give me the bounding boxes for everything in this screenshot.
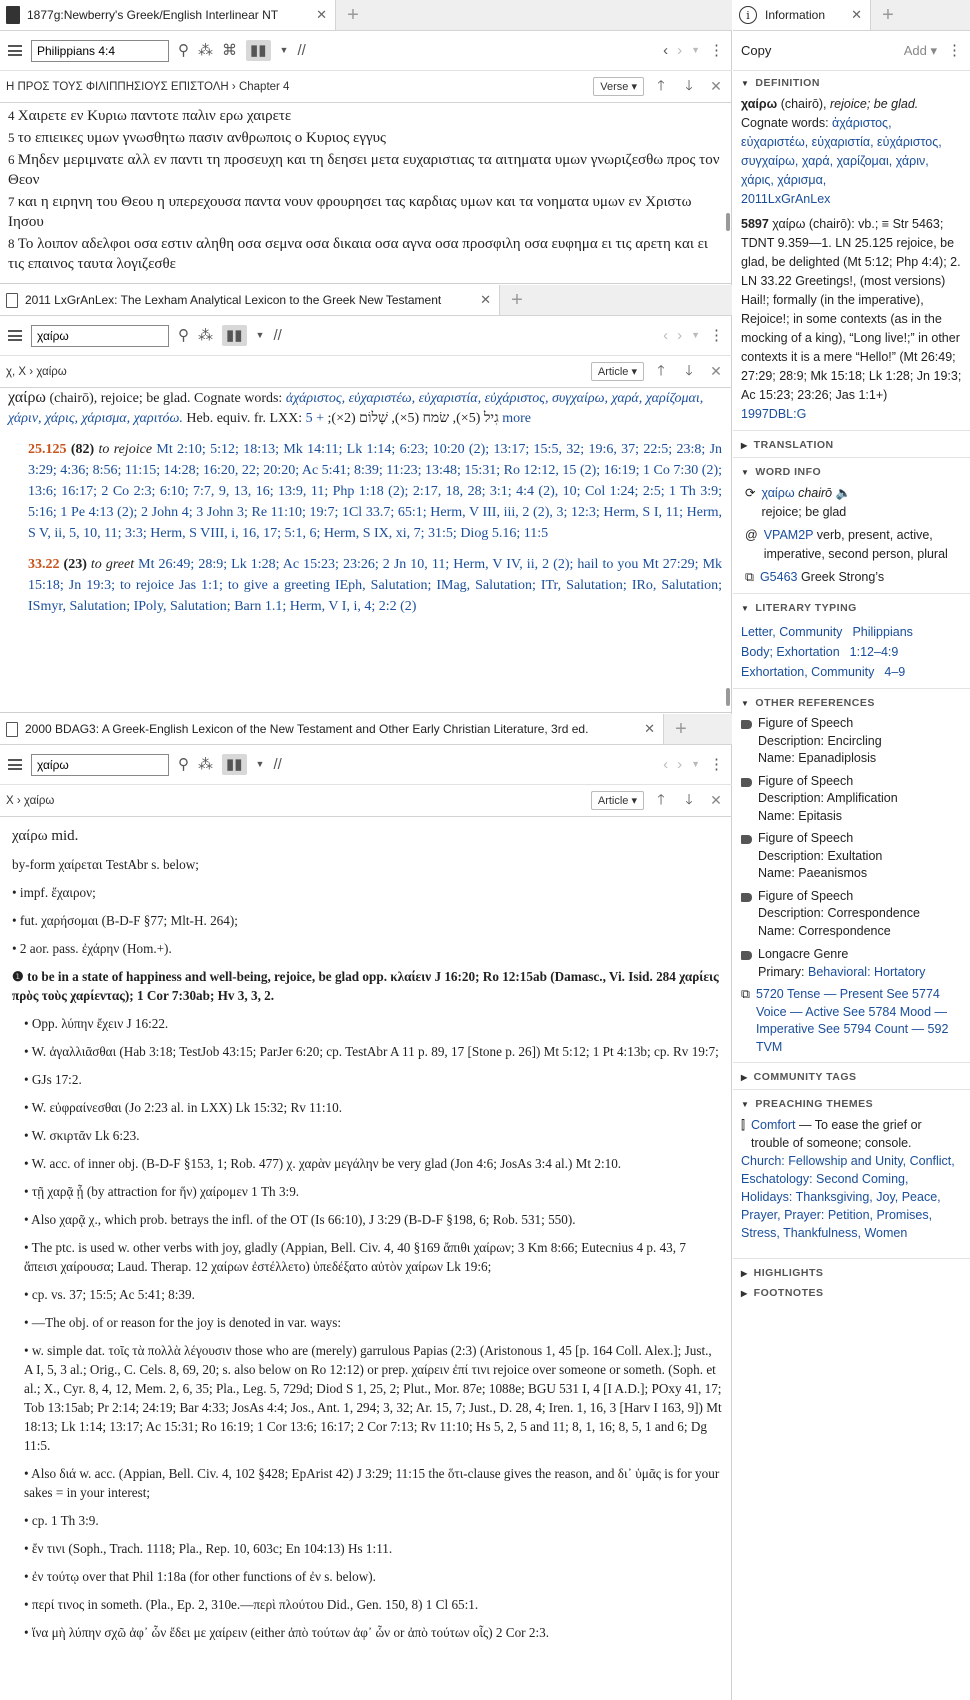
- tag-icon: [741, 835, 752, 844]
- entry-headword: χαίρω mid.: [12, 828, 79, 844]
- sense-refs[interactable]: Mt 2:10; 5:12; 18:13; Mk 14:11; Lk 1:14; 6:23; 10:20 (2); 13:17; 15:5, 32; 19:6, 37; 22:5; 23:8; Jn 3:29; 4:36; 8:56; 11:15; 14:28; 16:20, 22; 20:20; Ac 5:41; 8:39; 11:23; 13:48; 15:31; Ro 12:12, 15 (2); 16:19; 1 Co 7:30 (2); 13:6; 16:17; 2 Co 2:3; 6:10; 7:7, 9, 13, 16; 13:9, 11; Php 1:18 (2); 2:17, 18, 28; 3:1; 4:4 (2), 10; Col 1:24; 2:5; 1 Th 3:9; 5:16; 1 Pe 4:13 (2); 2 John 4; 3 John 3; Re 11:10; 19:7; 1Cl 33.7; 65:1; Herm, V III, iii, 2 (2), 3; 12:3; Herm, S I, 11; Herm, S V, ii, 5, 10, 11; 3:3; Herm, S VIII, i, 16, 17; 5:1, 6; Herm, S IX, xi, 7; 31:5; Diog 5.16; 11:5: [28, 442, 723, 541]
- reference-detail: Description: Encircling: [758, 733, 882, 748]
- other-references-section: [733, 688, 970, 1062]
- literary-type-link[interactable]: Exhortation, Community: [741, 665, 875, 679]
- reference-title: Figure of Speech: [758, 716, 854, 730]
- entry-line: • w. simple dat. τοῖς τὰ πολλὰ λέγουσιν those who are (merely) garrulous Papias (2:3) (Aristonous 1, 45 [p. 164 Coll. Alex.]; Just., A I, 5, 3 al.; Orig., C. Cels. 8, 69, 20; s. also below on Ro 12:12) or prep. χαίρειν ἐπί τινι rejoice over someone or someth. (Soph. et al.; X., Cyr. 8, 4, 12, Mem. 2, 6, 35; Pla., Leg. 5, 729d; Diod S 1, 25, 2; Plut., Mor. 87e; 1088e; BGU 531 I, 4 [I A.D.]; POxy 41, 17; Tob 13:15ab; Pr 2:14; 24:19; Bar 4:33; JosAs 4:4; Jos., Ant. 1, 294; 3, 32; Ar. 15, 7; Just., D. 28, 4; Iren. 1, 16, 3 [Harv I 163, 9]) Mt 18:13; Lk 1:14; 13:17; Ac 15:31; Ro 16:19; 1 Cor 13:6; 16:17; 2 Cor 7:13; Rv 11:10; Hs 5, 2, 5 and 11; 8, 1, 16; 8, 5, 1 and 6; Dg 11:5.: [24, 1343, 722, 1453]
- sense-gloss: to rejoice: [98, 442, 153, 457]
- link-icon: ⧉: [745, 570, 754, 584]
- close-icon[interactable]: ✕: [644, 721, 655, 736]
- chevron-down-icon: ▼: [741, 467, 750, 477]
- inline-search-icon[interactable]: ⌘: [222, 42, 237, 59]
- tab-information[interactable]: [733, 0, 871, 30]
- breadcrumb: [0, 785, 732, 817]
- literary-row: [741, 622, 962, 642]
- visual-filter-icon[interactable]: ⁂: [198, 327, 213, 344]
- parallel-icon[interactable]: //: [273, 327, 282, 344]
- sense-number[interactable]: 33.22: [28, 557, 60, 572]
- section-header[interactable]: ▼ PREACHING THEMES: [741, 1098, 874, 1110]
- tab-bdag[interactable]: [0, 714, 664, 744]
- reference-detail: Description: Amplification: [758, 791, 898, 805]
- layout-columns-icon[interactable]: ▮▮: [222, 754, 247, 775]
- chevron-down-icon[interactable]: ▼: [691, 759, 700, 769]
- tag-icon: [741, 951, 752, 960]
- section-header[interactable]: ▼ LITERARY TYPING: [741, 602, 857, 614]
- entry-line: • —The obj. of or reason for the joy is denoted in var. ways:: [24, 1315, 342, 1330]
- new-tab-button[interactable]: +: [347, 3, 359, 26]
- copy-button[interactable]: Copy: [741, 43, 772, 58]
- reference-detail: Name: Epanadiplosis: [758, 751, 877, 765]
- reference-title: Figure of Speech: [758, 888, 854, 903]
- close-icon[interactable]: ✕: [480, 292, 491, 307]
- entry-line: • cp. vs. 37; 15:5; Ac 5:41; 8:39.: [24, 1287, 195, 1302]
- verse: [8, 106, 722, 126]
- toolbar: [0, 745, 732, 785]
- scrollbar[interactable]: [726, 688, 730, 706]
- genre-link[interactable]: Behavioral: Hortatory: [808, 964, 926, 979]
- toolbar: [0, 316, 732, 356]
- visual-filter-icon[interactable]: ⁂: [198, 756, 213, 773]
- tag-icon: [741, 893, 752, 902]
- source-link[interactable]: 2011LxGrAnLex: [741, 192, 831, 206]
- transliteration: (chairō),: [780, 97, 827, 111]
- literary-row: [741, 642, 962, 662]
- chevron-down-icon[interactable]: ▼: [691, 45, 700, 55]
- transliteration: chairō: [798, 486, 833, 500]
- view-select[interactable]: Verse ▾: [593, 77, 644, 96]
- more-link[interactable]: + 5 more: [305, 411, 531, 426]
- tab-title: 2011 LxGrAnLex: The Lexham Analytical Lexicon to the Greek New Testament: [25, 293, 442, 307]
- reference-input[interactable]: [31, 754, 169, 776]
- verse-text: Το λοιπον αδελφοι οσα εστιν αληθη οσα σεμνα οσα δικαια οσα αγνα οσα προσφιλη οσα ευφημα ει τις αρετη και ει τις επαινος ταυτα λογιζεσθε: [8, 236, 708, 272]
- document-icon: [6, 293, 18, 308]
- intro-text: (chairō), rejoice; be glad. Cognate words:: [45, 391, 286, 406]
- literary-range-link[interactable]: 1:12–4:9: [849, 645, 899, 659]
- panel-menu-icon[interactable]: [8, 759, 22, 770]
- layout-columns-icon[interactable]: ▮▮: [222, 325, 247, 346]
- forward-icon[interactable]: ›: [677, 327, 683, 344]
- chevron-right-icon: ▶: [741, 1072, 748, 1082]
- section-header[interactable]: ▶ FOOTNOTES: [741, 1287, 824, 1299]
- next-arrow-icon[interactable]: 🡓: [685, 361, 693, 378]
- lexicon-pane: [0, 285, 732, 713]
- sense-refs[interactable]: Mt 26:49; 28:9; Lk 1:28; Ac 15:23; 23:26; 2 Jn 10, 11; Herm, V IV, ii, 2 (2); hail to you Mt 27:29; Mk 15:18; Jn 19:3; to rejoice Jas 1:1; to give a greeting IEph, Salutation; IMag, Salutation; ITr, Salutation; IRo, Salutation; ISmyr, Salutation; IPoly, Salutation; Barn 1.1; Herm, V I, i, 4; 2:2 (2): [28, 557, 723, 614]
- next-arrow-icon[interactable]: 🡓: [685, 790, 693, 807]
- entry-line: • Opp. λύπην ἔχειν J 16:22.: [24, 1016, 169, 1031]
- toolbar: [733, 31, 970, 71]
- chevron-down-icon: ▼: [741, 698, 750, 708]
- themes-links[interactable]: Church: Fellowship and Unity, Conflict, Eschatology: Second Coming, Holidays: Thanksgiving, Joy, Peace, Prayer, Prayer: Petition, Promises, Stress, Thankfulness, Women: [741, 1154, 955, 1240]
- chevron-right-icon: ▶: [741, 440, 748, 450]
- entry-line: • cp. 1 Th 3:9.: [24, 1513, 99, 1528]
- literary-type-link[interactable]: Body; Exhortation: [741, 645, 840, 659]
- reference-title: Figure of Speech: [758, 773, 854, 788]
- chevron-down-icon: ▼: [741, 1099, 750, 1109]
- verse: [8, 150, 722, 190]
- chevron-right-icon: ▶: [741, 1268, 748, 1278]
- close-icon[interactable]: ✕: [710, 78, 722, 94]
- reference-detail: Name: Correspondence: [758, 923, 891, 938]
- section-header[interactable]: ▶ COMMUNITY TAGS: [741, 1071, 857, 1083]
- entry-line: • περί τινος in someth. (Pla., Ep. 2, 310e.—περὶ πλούτου Did., Gen. 150, 8) 1 Cl 65:1.: [24, 1597, 479, 1612]
- entry-line: • W. acc. of inner obj. (B-D-F §153, 1; Rob. 477) χ. χαρὰν μεγάλην be very glad (Jon 4:6; JosAs 3:4 al.) Mt 2:10.: [24, 1156, 622, 1171]
- chevron-down-icon[interactable]: ▼: [279, 45, 289, 55]
- entry-line: • ἔν τινι (Soph., Trach. 1118; Pla., Rep. 10, 603c; En 104:13) Hs 1:11.: [24, 1541, 393, 1556]
- source-link[interactable]: 1997DBL:G: [741, 407, 807, 421]
- lemma-link[interactable]: χαίρω: [761, 486, 795, 500]
- visual-filter-icon[interactable]: ⁂: [198, 42, 213, 59]
- section-header[interactable]: ▼ WORD INFO: [741, 466, 822, 478]
- close-icon[interactable]: ✕: [316, 7, 327, 22]
- information-panel: [733, 0, 970, 1700]
- morph-code-link[interactable]: VPAM2P: [763, 528, 814, 542]
- sense-count: (82): [70, 442, 95, 457]
- verse-number[interactable]: 5: [8, 130, 18, 145]
- entry-line: • Also χαρᾷ χ., which prob. betrays the infl. of the OT (Is 66:10), J 3:29 (B-D-F §198, 6; Rob. 531; 550).: [24, 1212, 576, 1227]
- tab-title: 2000 BDAG3: A Greek-English Lexicon of the New Testament and Other Early Christian Literature, 3rd ed.: [25, 722, 589, 736]
- reference-input[interactable]: [31, 325, 169, 347]
- breadcrumb-text[interactable]: Χ › χαίρω: [6, 794, 55, 807]
- verse-text: Χαιρετε εν Κυριω παντοτε παλιν ερω χαιρετε: [17, 108, 292, 124]
- entry-line: by-form χαίρεται TestAbr s. below;: [12, 857, 199, 872]
- forward-icon[interactable]: ›: [677, 42, 683, 59]
- tab-bar: [0, 714, 732, 745]
- forward-icon[interactable]: ›: [677, 756, 683, 773]
- cognate-links[interactable]: ἀχάριστος, εὐχαριστέω, εὐχαριστία, εὐχάριστος, συγχαίρω, χαρά, χαρίζομαι, χάριν, χάρις, χάρισμα, χαριτόω.: [8, 391, 704, 426]
- search-icon[interactable]: ⚲: [178, 327, 189, 344]
- genre-primary: Primary:: [758, 964, 805, 979]
- sense-block: [8, 439, 722, 544]
- next-arrow-icon[interactable]: 🡓: [685, 76, 693, 93]
- layout-columns-icon[interactable]: ▮▮: [246, 40, 271, 61]
- bdag-pane: [0, 714, 732, 1700]
- previous-arrow-icon[interactable]: 🡑: [657, 790, 665, 807]
- tvm-link[interactable]: TVM: [755, 1039, 783, 1054]
- breadcrumb: Η ΠΡΟΣ ΤΟΥΣ ΦΙΛΙΠΠΗΣΙΟΥΣ ΕΠΙΣΤΟΛΗ › Chapter 4 Verse ▾ 🡑 🡓 ✕: [0, 71, 732, 103]
- entry-line: • W. εὐφραίνεσθαι (Jo 2:23 al. in LXX) Lk 15:32; Rv 11:10.: [24, 1100, 342, 1115]
- breadcrumb-book[interactable]: Η ΠΡΟΣ ΤΟΥΣ ΦΙΛΙΠΠΗΣΙΟΥΣ ΕΠΙΣΤΟΛΗ: [6, 80, 229, 93]
- back-icon[interactable]: ‹: [663, 327, 669, 344]
- entry-line: • ἵνα μὴ λύπην σχῶ ἀφ᾽ ὧν ἔδει με χαίρειν (either ἀπὸ τούτων ἀφ᾽ ὧν or ἀπὸ τούτων οἷς) 2 Cor 2:3.: [24, 1625, 550, 1640]
- reference-detail: Name: Epitasis: [758, 808, 843, 823]
- chevron-down-icon: ▼: [741, 78, 750, 88]
- bdag-article: [0, 817, 732, 1697]
- tab-lexham[interactable]: [0, 285, 500, 315]
- reference-detail: Description: Correspondence: [758, 906, 920, 920]
- definition-section: [733, 71, 970, 430]
- bible-text: [0, 103, 732, 283]
- section-header[interactable]: ▶ TRANSLATION: [741, 439, 834, 451]
- new-tab-button[interactable]: +: [511, 288, 523, 311]
- verse-text: και η ειρηνη του Θεου η υπερεχουσα παντα νουν φρουρησει τας καρδιας υμων και τα νοηματα υμων εν Χριστω Ιησου: [8, 194, 692, 230]
- at-icon: @: [745, 528, 758, 542]
- hebrew-equiv: Heb. equiv. fr. LXX: גִיל (5×), שׂמח (5×), שָׁלוֹם (2×);: [182, 411, 499, 426]
- cognate-label: Cognate words:: [741, 116, 829, 130]
- reference-item[interactable]: [741, 888, 962, 941]
- other-references-body: [741, 715, 962, 940]
- chevron-down-icon[interactable]: ▼: [255, 759, 265, 769]
- tag-icon: [741, 720, 752, 729]
- new-tab-button[interactable]: +: [675, 717, 687, 740]
- definition-heading: ❶ to be in a state of happiness and well-being, rejoice, be glad opp. κλαίειν J 16:20; Ro 12:15ab (Damasc., Vi. Isid. 284 χαρίεις πρὸς τοὺς χαρίεντας); 1 Cor 7:30ab; Hv 3, 3, 2.: [12, 969, 719, 1003]
- back-icon[interactable]: ‹: [663, 42, 669, 59]
- preaching-body: [741, 1116, 962, 1242]
- verse: [8, 234, 722, 274]
- sense-count: (23): [63, 557, 87, 572]
- tab-bible[interactable]: [0, 0, 336, 30]
- section-header[interactable]: ▶ HIGHLIGHTS: [741, 1267, 824, 1279]
- headword: χαίρω: [8, 389, 46, 406]
- entry-line: • The ptc. is used w. other verbs with joy, gladly (Appian, Bell. Civ. 4, 40 §169 ἄπιθι χαίρων; 3 Km 8:66; Eutecnius 4 p. 43, 7 ἄπεισι χαίρουσα; Laud. Therap. 12 χαίρων ἐστέλλετο) ὑπεδέξατο αὐτὸν χαίρων Lk 19:6;: [24, 1240, 686, 1274]
- preaching-themes-section: [733, 1089, 970, 1248]
- more-icon[interactable]: ⋮: [709, 327, 724, 344]
- book-icon: [6, 6, 20, 24]
- verse-number[interactable]: 4: [8, 108, 18, 123]
- close-icon[interactable]: ✕: [710, 363, 722, 379]
- literary-range-link[interactable]: Philippians: [852, 625, 913, 639]
- verse: [8, 128, 722, 148]
- chevron-right-icon: ▶: [741, 1288, 748, 1298]
- word-info-section: [733, 457, 970, 593]
- entry-line: • GJs 17:2.: [24, 1072, 82, 1087]
- entry-line: • τῇ χαρᾷ ᾗ (by attraction for ἥν) χαίρομεν 1 Th 3:9.: [24, 1184, 300, 1199]
- entry-number: 5897: [741, 217, 769, 231]
- more-icon[interactable]: ⋮: [947, 42, 962, 59]
- view-select[interactable]: Article ▾: [591, 362, 644, 381]
- audio-icon[interactable]: 🔈: [835, 486, 852, 500]
- comfort-link[interactable]: Comfort: [751, 1118, 796, 1132]
- verse-number[interactable]: 6: [8, 152, 18, 167]
- info-icon: i: [739, 6, 757, 24]
- bible-pane: [0, 0, 732, 284]
- reference-item[interactable]: [741, 830, 962, 883]
- verse: [8, 192, 722, 232]
- close-icon[interactable]: ✕: [851, 7, 862, 22]
- lexicon-article: [0, 388, 732, 712]
- toolbar: [0, 31, 732, 71]
- close-icon[interactable]: ✕: [710, 792, 722, 808]
- literary-body: [741, 622, 962, 682]
- verse-number[interactable]: 7: [8, 194, 18, 209]
- entry-line: • impf. ἔχαιρον;: [12, 885, 96, 900]
- tvm-text[interactable]: 5720 Tense — Present See 5774 Voice — Active See 5784 Mood — Imperative See 5794 Count — 592: [755, 987, 949, 1036]
- entry-line: • fut. χαρήσομαι (B-D-F §77; Mlt-H. 264);: [12, 913, 238, 928]
- tab-bar: [0, 285, 732, 316]
- add-button[interactable]: Add ▾: [903, 42, 937, 58]
- tag-icon: [741, 778, 752, 787]
- entry-line: • 2 aor. pass. ἐχάρην (Hom.+).: [12, 941, 172, 956]
- more-icon[interactable]: ⋮: [709, 42, 724, 59]
- entry-line: • W. σκιρτᾶν Lk 6:23.: [24, 1128, 140, 1143]
- definition-body: [741, 95, 962, 424]
- previous-arrow-icon[interactable]: 🡑: [657, 76, 665, 93]
- new-tab-button[interactable]: +: [882, 3, 894, 26]
- sense-number[interactable]: 25.125: [28, 442, 67, 457]
- literary-range-link[interactable]: 4–9: [884, 665, 906, 679]
- reference-title: Figure of Speech: [758, 831, 854, 845]
- comfort-desc: — To ease the grief or trouble of someone; console.: [751, 1118, 922, 1150]
- lexicon-intro: [8, 388, 722, 429]
- lemma: χαίρω: [741, 97, 778, 111]
- section-header[interactable]: ▼ OTHER REFERENCES: [741, 697, 875, 709]
- word-info-body: [741, 484, 962, 587]
- verse-text: το επιεικες υμων γνωσθητω πασιν ανθρωποις ο Κυριος εγγυς: [17, 130, 386, 146]
- reference-item[interactable]: [741, 715, 962, 768]
- reference-detail: Name: Paeanismos: [758, 866, 868, 880]
- cognate-links[interactable]: ἀχάριστος, εὐχαριστέω, εὐχαριστία, εὐχάριστος, συγχαίρω, χαρά, χαρίζομαι, χάριν, χάρις, χάρισμα,: [741, 116, 942, 187]
- genre-title: Longacre Genre: [758, 947, 849, 961]
- tab-bar: [0, 0, 732, 31]
- panel-menu-icon[interactable]: [8, 330, 22, 341]
- translation-section[interactable]: [733, 430, 970, 457]
- gloss: rejoice; be glad: [761, 505, 847, 519]
- morph-text: verb, present, active, imperative, second person, plural: [763, 528, 948, 561]
- back-icon[interactable]: ‹: [663, 756, 669, 773]
- chevron-down-icon[interactable]: ▼: [691, 330, 700, 340]
- entry-text: χαίρω (chairō): vb.; ≡ Str 5463; TDNT 9.359—1. LN 25.125 rejoice, be glad, be delighted (Mt 5:12; Php 4:4); 2. LN 33.22 Greetings!, (most versions) Hail!; formally (in the imperative), Rejoice!; in some contexts (as in the mocking of a king), “Long live!;” in other contexts it is a mere “Hello!” (Mt 26:49; 27:29; 28:9; Mk 15:18; Lk 1:28; Jn 19:3; Ac 15:23; 23:26; Jas 1:1+): [741, 217, 962, 402]
- more-icon[interactable]: ⋮: [709, 756, 724, 773]
- literary-type-link[interactable]: Letter, Community: [741, 625, 843, 639]
- strongs-text: Greek Strong’s: [800, 570, 885, 584]
- tab-title: 1877g:Newberry's Greek/English Interlinear NT: [27, 8, 279, 22]
- genre-item: [741, 946, 962, 1056]
- view-select[interactable]: Article ▾: [591, 791, 644, 810]
- entry-line: • ἐν τούτῳ over that Phil 1:18a (for other functions of ἐν s. below).: [24, 1569, 376, 1584]
- verse-text: Μηδεν μεριμνατε αλλ εν παντι τη προσευχη και τη δεησει μετα ευχαριστιας τα αιτηματα υμων γνωριζεσθω προς τον Θεον: [8, 152, 720, 188]
- tab-bar: [733, 0, 970, 31]
- reference-detail: Description: Exultation: [758, 848, 883, 863]
- breadcrumb-chapter[interactable]: Chapter 4: [238, 80, 290, 93]
- literary-typing-section: [733, 593, 970, 688]
- search-icon[interactable]: ⚲: [178, 42, 189, 59]
- entry-line: • Also διά w. acc. (Appian, Bell. Civ. 4, 102 §428; EpArist 42) J 3:29; 11:15 the ὅτι-clause gives the reason, and δι᾽ ὑμᾶς is for your sakes = in your interest;: [24, 1466, 720, 1500]
- gloss: rejoice; be glad.: [830, 97, 919, 111]
- literary-row: [741, 662, 962, 682]
- reference-input[interactable]: [31, 40, 169, 62]
- sense-gloss: to greet: [90, 557, 135, 572]
- entry-line: • W. ἀγαλλιᾶσθαι (Hab 3:18; TestJob 43:15; ParJer 6:20; cp. TestAbr A 11 p. 89, 17 [Stone p. 26]) Mt 5:12; 1 Pt 4:13b; cp. Rv 19:7;: [24, 1044, 719, 1059]
- document-icon: [6, 722, 18, 737]
- strongs-link[interactable]: G5463: [759, 570, 798, 584]
- highlights-section[interactable]: [733, 1258, 970, 1285]
- sense-block: [8, 554, 722, 617]
- chevron-down-icon[interactable]: ▼: [255, 330, 265, 340]
- panel-menu-icon[interactable]: [8, 45, 22, 56]
- tab-title: Information: [765, 8, 826, 22]
- parallel-icon[interactable]: //: [297, 42, 306, 59]
- previous-arrow-icon[interactable]: 🡑: [657, 361, 665, 378]
- scrollbar[interactable]: [726, 213, 730, 231]
- search-icon[interactable]: ⚲: [178, 756, 189, 773]
- sync-icon: ⟳: [745, 486, 756, 500]
- chevron-down-icon: ▼: [741, 603, 750, 613]
- footnotes-section[interactable]: [733, 1285, 970, 1305]
- verse-number[interactable]: 8: [8, 236, 18, 251]
- parallel-icon[interactable]: //: [273, 756, 282, 773]
- pillar-icon: ⫿: [741, 1118, 746, 1132]
- breadcrumb: [0, 356, 732, 388]
- section-header[interactable]: ▼ DEFINITION: [741, 77, 820, 89]
- breadcrumb-text[interactable]: χ, Χ › χαίρω: [6, 365, 67, 378]
- hash-icon: ⧉: [741, 987, 750, 1001]
- reference-item[interactable]: [741, 773, 962, 826]
- community-tags-section[interactable]: [733, 1062, 970, 1089]
